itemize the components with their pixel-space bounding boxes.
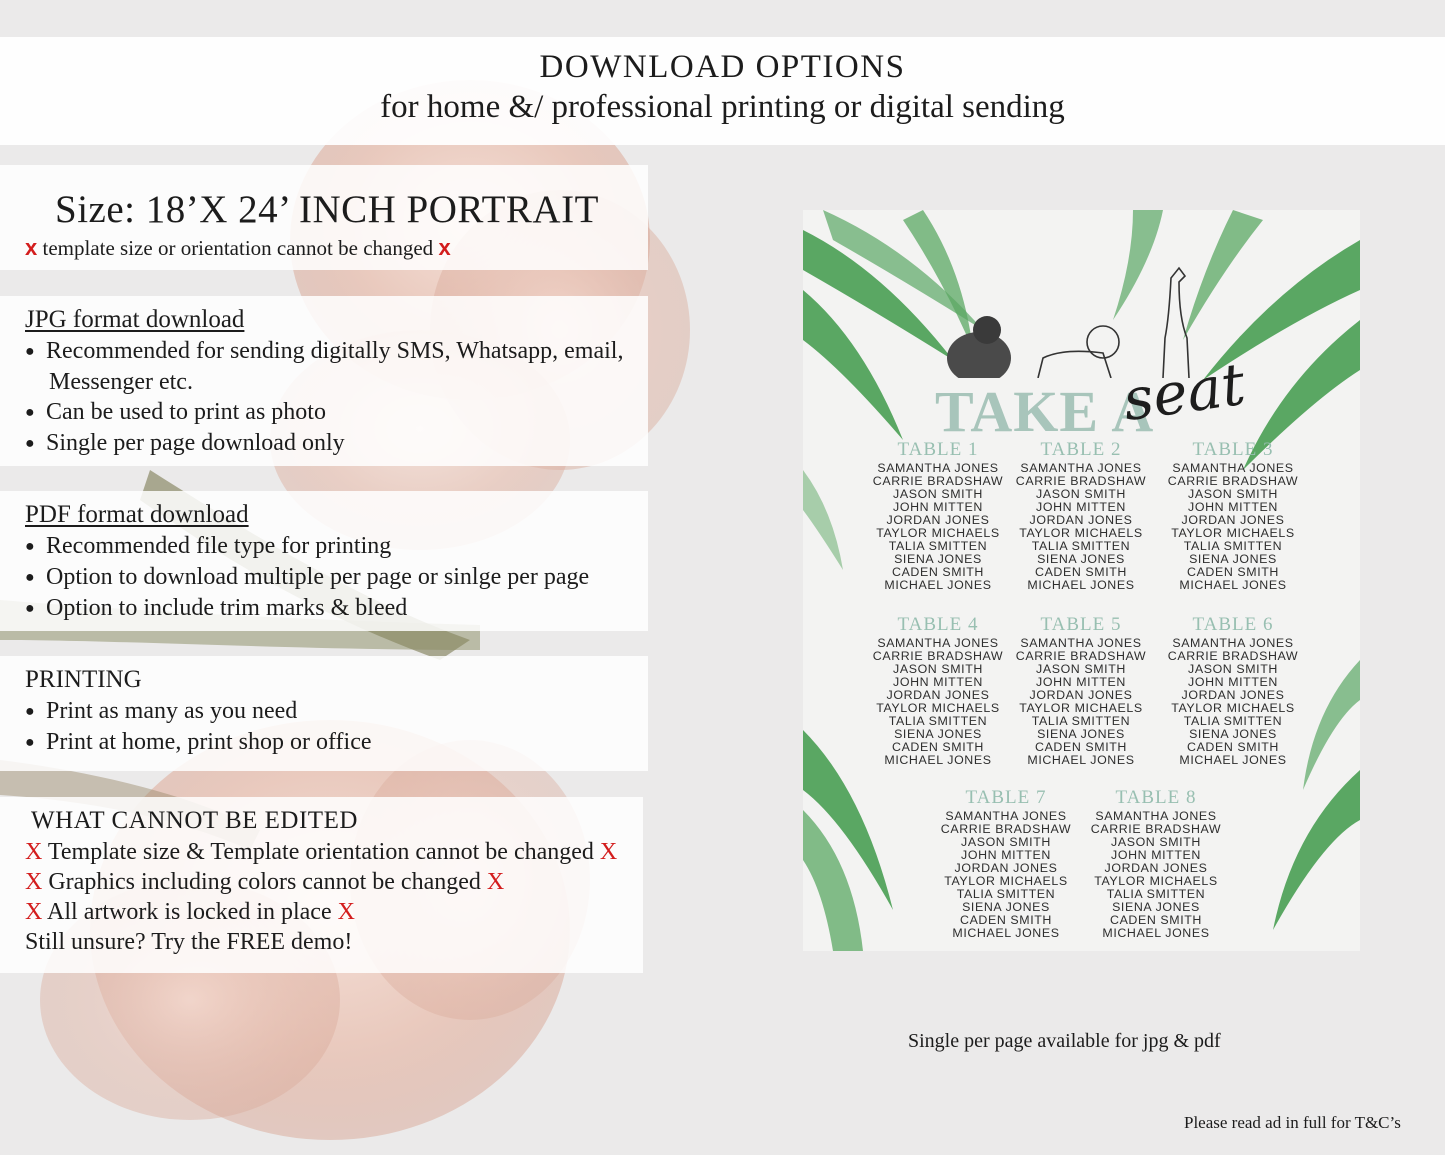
not-editable-title: WHAT CANNOT BE EDITED [31,807,358,834]
table-name: TABLE 4 [897,614,979,635]
x-mark-icon: X [25,839,43,865]
x-mark-icon: x [438,235,451,260]
guest-name: JOHN MITTEN [1188,500,1278,514]
guest-name: JASON SMITH [893,662,983,676]
bullet-icon: ● [25,703,35,720]
printing-section-title: PRINTING [25,666,142,693]
x-mark-icon: X [486,869,505,895]
guest-name: MICHAEL JONES [1179,753,1287,767]
bullet-icon: ● [25,569,35,586]
list-item: X Template size & Template orientation cannot be changed X [25,839,618,865]
guest-name: MICHAEL JONES [1179,578,1287,592]
guest-name: CARRIE BRADSHAW [1167,474,1299,488]
table-name: TABLE 3 [1192,439,1274,460]
guest-name: CARRIE BRADSHAW [940,822,1072,836]
jpg-section-title: JPG format download [25,306,245,333]
guest-name: MICHAEL JONES [1027,753,1135,767]
list-item: ● Print as many as you need [25,696,372,727]
guest-name: JASON SMITH [1188,662,1278,676]
size-note-text: template size or orientation cannot be changed [42,236,434,260]
guest-name: CARRIE BRADSHAW [1015,474,1147,488]
guest-name: SIENA JONES [894,552,982,566]
guest-name: JASON SMITH [893,487,983,501]
guest-name: SAMANTHA JONES [1172,636,1294,650]
guest-name: JORDAN JONES [886,688,990,702]
guest-name: CADEN SMITH [1035,565,1127,579]
guest-name: JOHN MITTEN [1036,500,1126,514]
guest-name: SAMANTHA JONES [1020,636,1142,650]
guest-name: JORDAN JONES [1104,861,1208,875]
guest-name: JOHN MITTEN [1036,675,1126,689]
guest-name: CADEN SMITH [1035,740,1127,754]
guest-name: SIENA JONES [1112,900,1200,914]
table-name: TABLE 2 [1040,439,1122,460]
guest-name: TALIA SMITTEN [1031,539,1131,553]
guest-name: MICHAEL JONES [884,578,992,592]
not-editable-list [25,837,617,957]
guest-name: MICHAEL JONES [952,926,1060,940]
guest-name: JASON SMITH [1036,487,1126,501]
x-mark-icon: X [599,839,618,865]
guest-name: JORDAN JONES [1181,688,1285,702]
guest-name: JOHN MITTEN [893,500,983,514]
x-mark-icon: X [337,899,355,925]
seating-table [1163,613,1303,767]
table-name: TABLE 1 [897,439,979,460]
guest-name: SIENA JONES [894,727,982,741]
guest-name: JOHN MITTEN [893,675,983,689]
guest-name: TALIA SMITTEN [888,539,988,553]
guest-name: SIENA JONES [1037,552,1125,566]
guest-name: CARRIE BRADSHAW [1167,649,1299,663]
bullet-icon: ● [25,734,35,751]
guest-name: JORDAN JONES [1029,513,1133,527]
guest-name: JASON SMITH [1188,487,1278,501]
bullet-icon: ● [25,435,35,452]
seating-table [1086,786,1226,940]
list-item: X All artwork is locked in place X [25,899,355,925]
guest-name: SIENA JONES [1037,727,1125,741]
guest-name: TAYLOR MICHAELS [1171,526,1295,540]
seating-chart-preview [803,210,1360,951]
not-editable-panel [0,797,643,973]
guest-name: SAMANTHA JONES [1020,461,1142,475]
guest-name: JASON SMITH [961,835,1051,849]
list-item: ● Single per page download only [25,428,623,459]
size-title: Size: 18’X 24’ INCH PORTRAIT [55,188,599,231]
seating-table [936,786,1076,940]
chart-title: TAKE A [935,379,1155,444]
list-item: ● Can be used to print as photo [25,397,623,428]
list-item: X Graphics including colors cannot be changed X [25,869,505,895]
guest-name: SIENA JONES [1189,727,1277,741]
seating-table [868,438,1008,592]
guest-name: TALIA SMITTEN [1031,714,1131,728]
table-name: TABLE 5 [1040,614,1122,635]
footer-note: Please read ad in full for T&C’s [1184,1113,1401,1132]
guest-name: CARRIE BRADSHAW [1015,649,1147,663]
table-name: TABLE 6 [1192,614,1274,635]
list-item: ● Option to include trim marks & bleed [25,593,589,624]
guest-name: CADEN SMITH [1187,565,1279,579]
guest-name: TALIA SMITTEN [1183,714,1283,728]
guest-name: CADEN SMITH [1110,913,1202,927]
x-mark-icon: X [25,899,43,925]
printing-bullet-list [25,696,372,758]
guest-name: JORDAN JONES [1029,688,1133,702]
table-name: TABLE 7 [965,787,1047,808]
list-item: ● Recommended file type for printing [25,531,589,562]
guest-name: TAYLOR MICHAELS [1019,701,1143,715]
guest-name: TALIA SMITTEN [888,714,988,728]
guest-name: JASON SMITH [1111,835,1201,849]
page-title: DOWNLOAD OPTIONS [539,49,906,85]
guest-name: MICHAEL JONES [884,753,992,767]
guest-name: TAYLOR MICHAELS [876,526,1000,540]
guest-name: SIENA JONES [962,900,1050,914]
guest-name: SAMANTHA JONES [877,636,999,650]
page-subtitle: for home &/ professional printing or digital sending [380,89,1065,125]
guest-name: TALIA SMITTEN [1106,887,1206,901]
bullet-icon: ● [25,538,35,555]
guest-name: TAYLOR MICHAELS [1094,874,1218,888]
guest-name: CADEN SMITH [892,565,984,579]
guest-name: TAYLOR MICHAELS [1019,526,1143,540]
guest-name: TALIA SMITTEN [956,887,1056,901]
chart-title-script: seat [1118,349,1250,435]
guest-name: JASON SMITH [1036,662,1126,676]
guest-name: TAYLOR MICHAELS [1171,701,1295,715]
printing-panel [0,656,648,771]
bullet-icon: ● [25,600,35,617]
guest-name: CARRIE BRADSHAW [872,474,1004,488]
guest-name: JOHN MITTEN [1188,675,1278,689]
lion-icon [1038,326,1119,378]
caption: Single per page available for jpg & pdf [908,1030,1221,1052]
guest-name: CADEN SMITH [1187,740,1279,754]
guest-name: CADEN SMITH [892,740,984,754]
guest-name: TAYLOR MICHAELS [944,874,1068,888]
guest-name: TAYLOR MICHAELS [876,701,1000,715]
guest-name: JORDAN JONES [1181,513,1285,527]
guest-name: CADEN SMITH [960,913,1052,927]
guest-name: SAMANTHA JONES [945,809,1067,823]
size-note [25,235,451,261]
list-item: ● Option to download multiple per page or sinlge per page [25,562,589,593]
guest-name: MICHAEL JONES [1027,578,1135,592]
gorilla-icon [947,316,1011,378]
list-item: ● Print at home, print shop or office [25,727,372,758]
guest-name: TALIA SMITTEN [1183,539,1283,553]
demo-note: Still unsure? Try the FREE demo! [25,929,353,955]
seating-table [1011,613,1151,767]
guest-name: CARRIE BRADSHAW [1090,822,1222,836]
guest-name: CARRIE BRADSHAW [872,649,1004,663]
jpg-bullet-list [25,336,623,459]
jpg-format-panel [0,296,648,466]
list-item: Messenger etc. [49,369,193,395]
guest-name: SAMANTHA JONES [1172,461,1294,475]
guest-name: JORDAN JONES [954,861,1058,875]
pdf-format-panel [0,491,648,631]
seating-table [1011,438,1151,592]
bullet-icon: ● [25,404,35,421]
header-banner [0,37,1445,145]
guest-name: MICHAEL JONES [1102,926,1210,940]
size-panel [0,165,648,270]
guest-name: JORDAN JONES [886,513,990,527]
x-mark-icon: x [25,235,38,260]
table-name: TABLE 8 [1115,787,1197,808]
seating-table [1163,438,1303,592]
guest-name: SIENA JONES [1189,552,1277,566]
pdf-section-title: PDF format download [25,501,249,528]
x-mark-icon: X [25,869,43,895]
bullet-icon: ● [25,343,35,360]
guest-name: JOHN MITTEN [961,848,1051,862]
guest-name: JOHN MITTEN [1111,848,1201,862]
pdf-bullet-list [25,531,589,624]
guest-name: SAMANTHA JONES [1095,809,1217,823]
list-item: ● Recommended for sending digitally SMS, Whatsapp, email, [25,336,623,367]
guest-name: SAMANTHA JONES [877,461,999,475]
seating-table [868,613,1008,767]
